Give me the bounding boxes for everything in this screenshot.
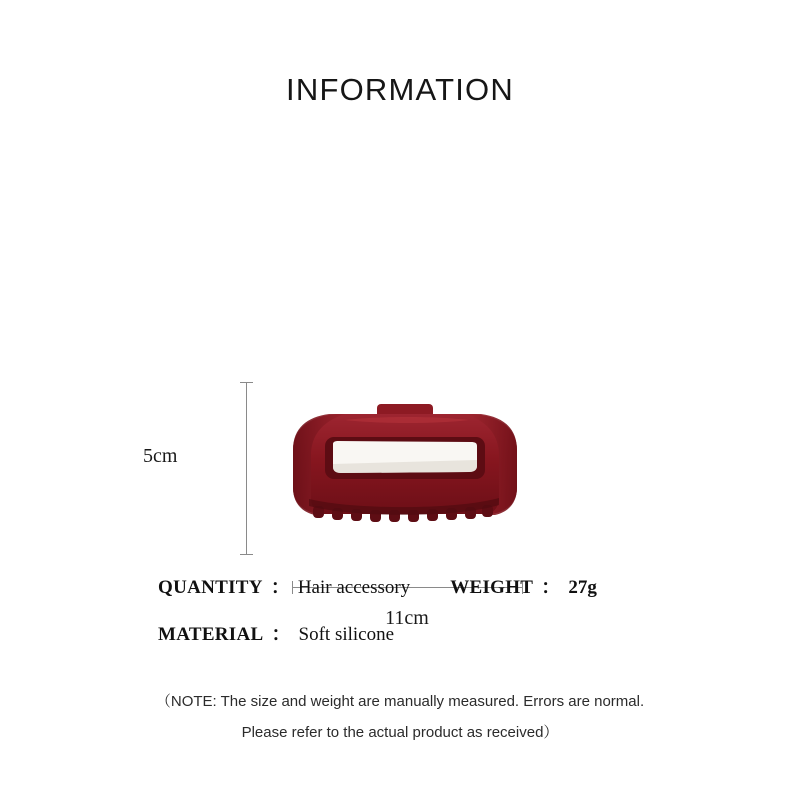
note-block (0, 686, 800, 748)
note-line-1: （NOTE: The size and weight are manually measured. Errors are normal. (155, 693, 645, 710)
height-dimension-label: 5cm (143, 445, 178, 467)
spec-key-quantity: QUANTITY (158, 577, 263, 598)
height-dimension-line (246, 382, 247, 554)
hair-clip-illustration (285, 402, 525, 537)
spec-colon-material: ： (271, 624, 291, 645)
spec-value-material: Soft silicone (298, 624, 395, 645)
note-line-2: Please refer to the actual product as received） (241, 724, 559, 741)
spec-list (0, 572, 800, 666)
width-dimension-text: 11cm (385, 607, 429, 629)
spec-row-material (0, 619, 800, 646)
spec-value-quantity: Hair accessory (297, 577, 411, 598)
spec-key-material: MATERIAL (158, 624, 264, 645)
spec-key-weight: WEIGHT (450, 577, 534, 598)
spec-row-quantity-weight (0, 572, 800, 599)
height-dimension-cap-top (240, 382, 253, 383)
spec-colon-weight: ： (541, 577, 561, 598)
spec-colon-quantity: ： (270, 577, 290, 598)
page-title: INFORMATION (286, 72, 514, 107)
product-image (285, 402, 525, 537)
spec-value-weight: 27g (568, 577, 597, 598)
height-dimension-cap-bottom (240, 554, 253, 555)
